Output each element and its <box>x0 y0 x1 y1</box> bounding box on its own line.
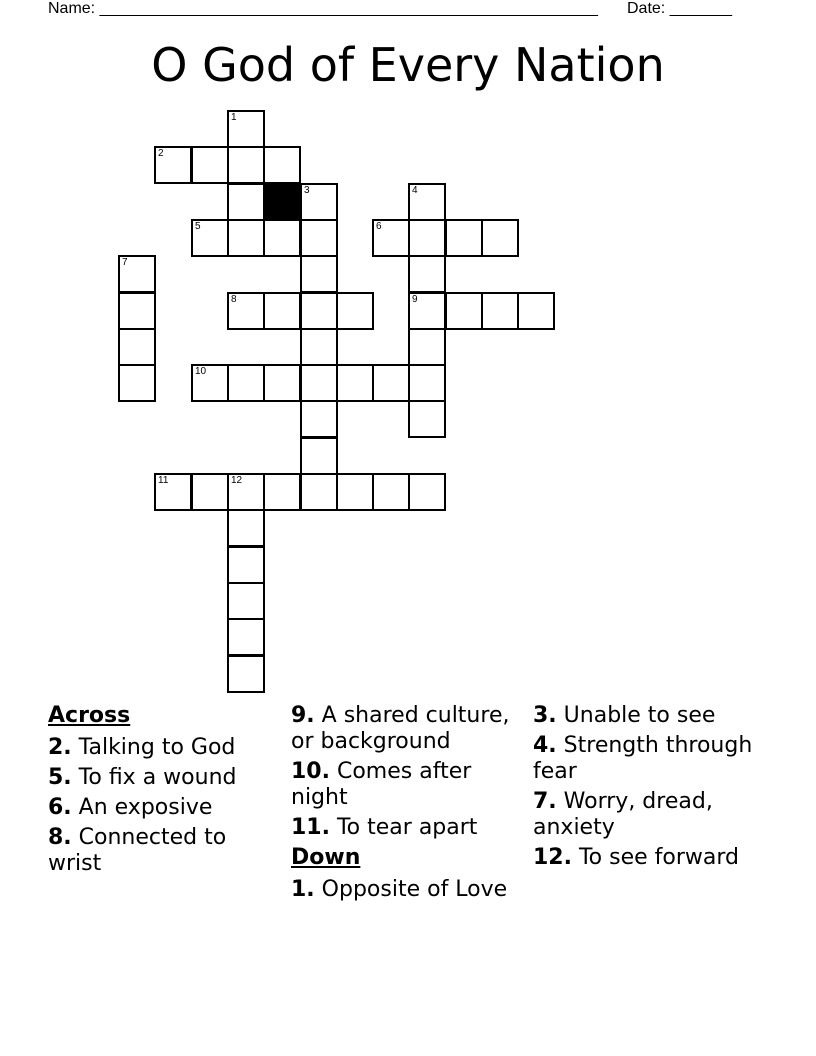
grid-cell[interactable] <box>263 219 301 257</box>
name-field[interactable]: Name: ________________________________________________________ <box>48 0 598 17</box>
across-heading: Across <box>48 703 131 728</box>
grid-cell[interactable] <box>408 292 446 330</box>
grid-cell[interactable] <box>481 219 519 257</box>
grid-cell[interactable] <box>408 400 446 438</box>
down-heading: Down <box>291 845 361 870</box>
cell-number: 8 <box>231 294 237 305</box>
cell-number: 10 <box>195 366 207 377</box>
down-clue-1: 1. Opposite of Love <box>291 877 508 902</box>
clue-column-1 <box>48 703 278 881</box>
grid-cell[interactable] <box>408 183 446 221</box>
grid-cell[interactable] <box>227 509 265 547</box>
across-clue-6: 6. An exposive <box>48 795 213 820</box>
cell-number: 3 <box>304 185 310 196</box>
grid-cell[interactable] <box>372 364 410 402</box>
grid-cell[interactable] <box>118 364 156 402</box>
black-cell <box>263 183 301 221</box>
cell-number: 9 <box>412 294 418 305</box>
grid-cell[interactable] <box>300 437 338 475</box>
grid-cell[interactable] <box>263 146 301 184</box>
grid-cell[interactable] <box>481 292 519 330</box>
across-clue-2: 2. Talking to God <box>48 735 236 760</box>
cell-number: 6 <box>376 221 382 232</box>
grid-cell[interactable] <box>300 473 338 511</box>
grid-cell[interactable] <box>263 292 301 330</box>
grid-cell[interactable] <box>154 473 192 511</box>
cell-number: 1 <box>231 112 237 123</box>
cell-number: 7 <box>122 257 128 268</box>
grid-cell[interactable] <box>227 219 265 257</box>
grid-cell[interactable] <box>336 292 374 330</box>
grid-cell[interactable] <box>408 219 446 257</box>
grid-cell[interactable] <box>227 364 265 402</box>
date-field[interactable]: Date: _______ <box>627 0 732 17</box>
grid-cell[interactable] <box>227 546 265 584</box>
grid-cell[interactable] <box>191 146 229 184</box>
across-clue-10: 10. Comes after night <box>291 759 472 810</box>
grid-cell[interactable] <box>300 328 338 366</box>
grid-cell[interactable] <box>300 292 338 330</box>
grid-cell[interactable] <box>408 255 446 293</box>
clue-column-3 <box>533 703 773 875</box>
cell-number: 2 <box>158 148 164 159</box>
cell-number: 12 <box>231 475 243 486</box>
grid-cell[interactable] <box>408 473 446 511</box>
cell-number: 4 <box>412 185 418 196</box>
grid-cell[interactable] <box>408 364 446 402</box>
grid-cell[interactable] <box>300 219 338 257</box>
grid-cell[interactable] <box>445 219 483 257</box>
grid-cell[interactable] <box>263 473 301 511</box>
grid-cell[interactable] <box>227 110 265 148</box>
page-title: O God of Every Nation <box>151 38 665 92</box>
clue-column-2 <box>291 703 511 907</box>
grid-cell[interactable] <box>227 582 265 620</box>
grid-cell[interactable] <box>408 328 446 366</box>
grid-cell[interactable] <box>118 328 156 366</box>
down-clue-12: 12. To see forward <box>533 845 740 870</box>
cell-number: 11 <box>158 475 169 486</box>
grid-cell[interactable] <box>336 364 374 402</box>
grid-cell[interactable] <box>118 255 156 293</box>
grid-cell[interactable] <box>227 618 265 656</box>
down-clue-4: 4. Strength through fear <box>533 733 753 784</box>
across-clue-11: 11. To tear apart <box>291 815 478 840</box>
grid-cell[interactable] <box>517 292 555 330</box>
grid-cell[interactable] <box>227 655 265 693</box>
grid-cell[interactable] <box>227 146 265 184</box>
grid-cell[interactable] <box>300 364 338 402</box>
across-clue-8: 8. Connected to wrist <box>48 825 227 876</box>
grid-cell[interactable] <box>445 292 483 330</box>
grid-cell[interactable] <box>300 183 338 221</box>
grid-cell[interactable] <box>154 146 192 184</box>
across-clue-5: 5. To fix a wound <box>48 765 237 790</box>
grid-cell[interactable] <box>300 400 338 438</box>
down-clue-7: 7. Worry, dread, anxiety <box>533 789 713 840</box>
grid-cell[interactable] <box>227 292 265 330</box>
grid-cell[interactable] <box>191 219 229 257</box>
grid-cell[interactable] <box>227 473 265 511</box>
grid-cell[interactable] <box>227 183 265 221</box>
grid-cell[interactable] <box>372 473 410 511</box>
grid-cell[interactable] <box>372 219 410 257</box>
grid-cell[interactable] <box>191 473 229 511</box>
grid-cell[interactable] <box>336 473 374 511</box>
grid-cell[interactable] <box>191 364 229 402</box>
cell-number: 5 <box>195 221 201 232</box>
grid-cell[interactable] <box>118 292 156 330</box>
down-clue-3: 3. Unable to see <box>533 703 716 728</box>
grid-cell[interactable] <box>263 364 301 402</box>
across-clue-9: 9. A shared culture, or background <box>291 703 510 754</box>
grid-cell[interactable] <box>300 255 338 293</box>
